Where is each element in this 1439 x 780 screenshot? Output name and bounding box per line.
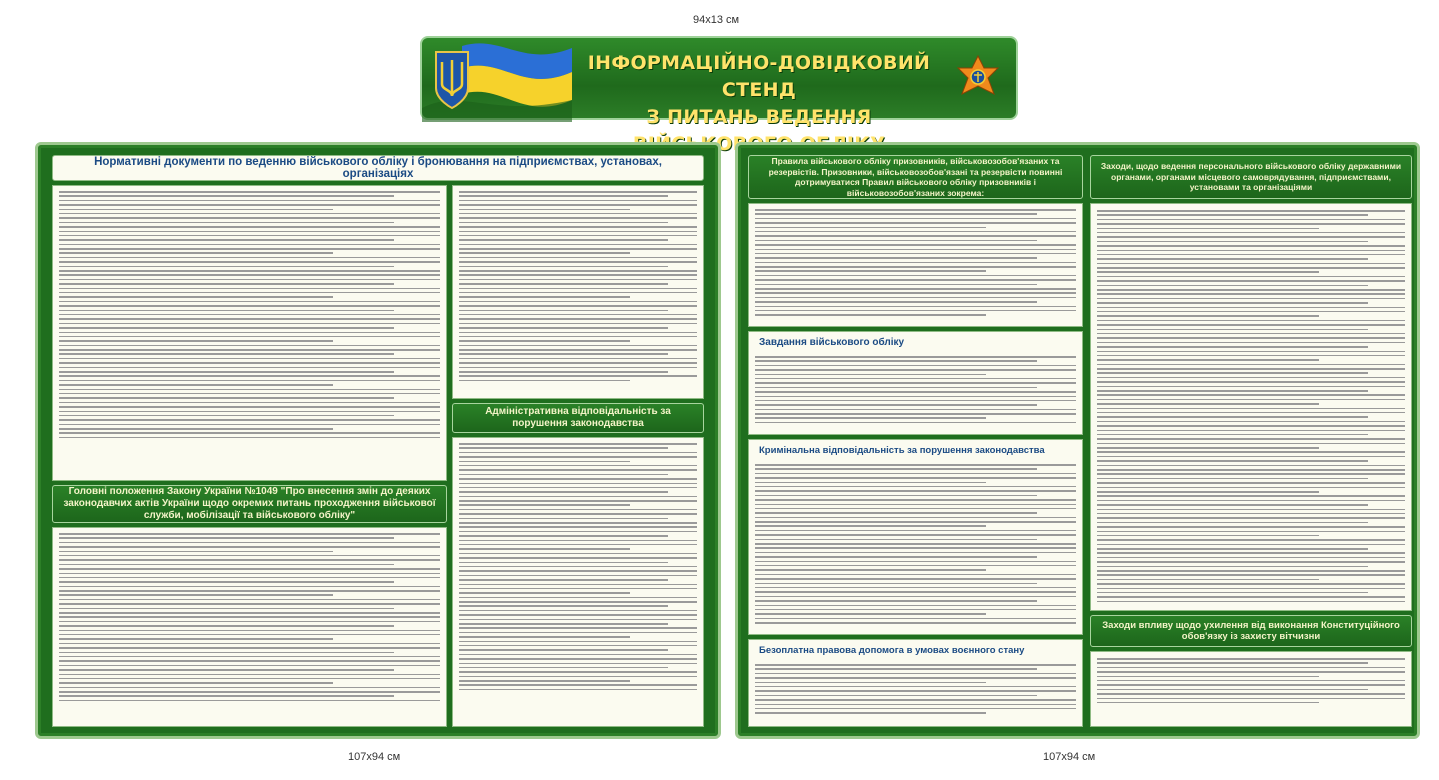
- measures-text: [1090, 203, 1412, 611]
- legal-aid-header: Безоплатна правова допомога в умовах воєнного стану: [753, 642, 1073, 658]
- rules-text: [748, 203, 1083, 327]
- law-1049-text: [52, 527, 447, 727]
- left-board-dimension: 107x94 см: [348, 751, 401, 763]
- legal-aid-panel: [748, 639, 1083, 727]
- influence-header: Заходи впливу щодо ухилення від виконання Конституційного обов'язку із захисту вітчизни: [1090, 615, 1412, 647]
- banner-title-line2: З ПИТАНЬ ВЕДЕННЯ: [646, 106, 872, 128]
- emergency-emblem-icon: [954, 54, 1002, 106]
- law-1049-header: Головні положення Закону України №1049 "Про внесення змін до деяких законодавчих актів України щодо окремих питань проходження військової служби, мобілізації та військового обліку": [52, 485, 447, 523]
- right-board-dimension: 107x94 см: [1043, 751, 1096, 763]
- admin-responsibility-header: Адміністративна відповідальність за порушення законодавства: [452, 403, 704, 433]
- banner-dimension: 94x13 см: [693, 14, 740, 26]
- stand-banner: [420, 36, 1018, 128]
- tasks-panel: [748, 331, 1083, 435]
- normative-docs-text: [52, 185, 447, 481]
- right-board: [735, 142, 1420, 739]
- normative-docs-text-continued: [452, 185, 704, 399]
- admin-responsibility-text: [452, 437, 704, 727]
- measures-header: Заходи, щодо ведення персонального військового обліку державними органами, органами місцевого самоврядування, підприємствами, установами та організаціями: [1090, 155, 1412, 199]
- trident-icon: [432, 48, 472, 110]
- influence-text: [1090, 651, 1412, 727]
- tasks-header: Завдання військового обліку: [753, 334, 953, 350]
- left-board: [35, 142, 721, 739]
- criminal-header: Кримінальна відповідальність за порушення законодавства: [753, 442, 1073, 458]
- rules-header: Правила військового обліку призовників, військовозобов'язаних та резервістів. Призовники, військовозобов'язані та резервісти повинні дотримуватися Правил військового обліку призовників і військовозобов'язаних зокрема:: [748, 155, 1083, 199]
- normative-docs-header: Нормативні документи по веденню військового обліку і бронювання на підприємствах, установах, організаціях: [52, 155, 704, 181]
- criminal-panel: [748, 439, 1083, 635]
- banner-title-line1: ІНФОРМАЦІЙНО-ДОВІДКОВИЙ СТЕНД: [587, 52, 931, 101]
